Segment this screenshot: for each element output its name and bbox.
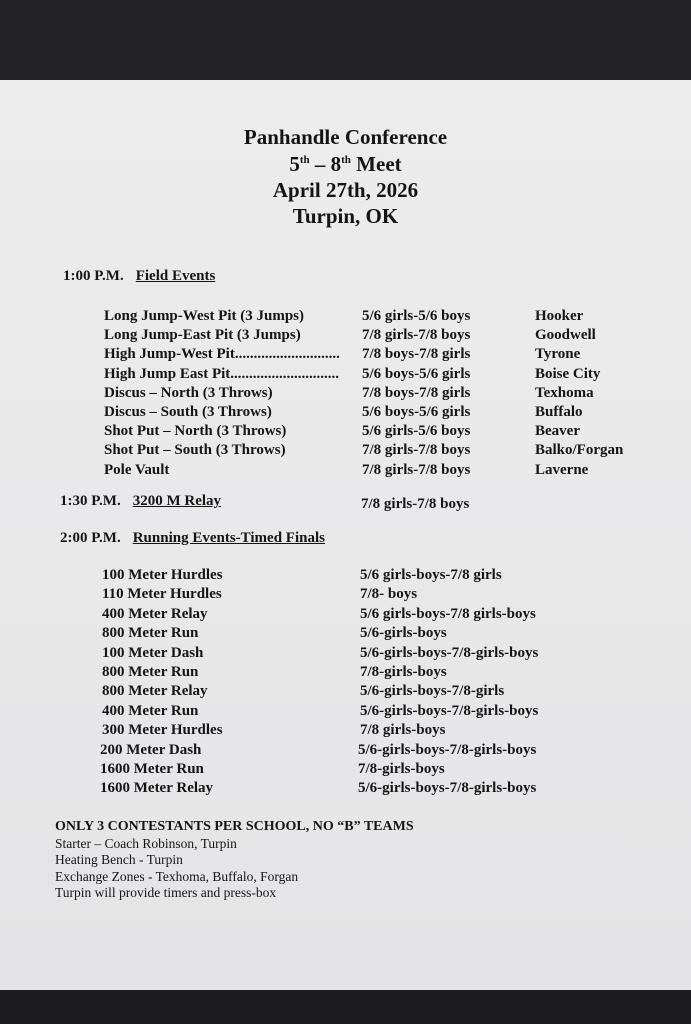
title-conference: Panhandle Conference bbox=[243, 125, 448, 149]
running-event-name: 1600 Meter Relay bbox=[100, 780, 214, 796]
notes-block bbox=[55, 819, 414, 902]
running-event-name: 1600 Meter Run bbox=[100, 761, 204, 777]
running-event-divisions: 7/8-girls-boys bbox=[360, 664, 447, 680]
running-event-divisions: 5/6-girls-boys-7/8-girls-boys bbox=[358, 742, 537, 758]
field-event-site: Goodwell bbox=[535, 327, 596, 343]
field-event-site: Beaver bbox=[535, 423, 580, 439]
running-event-divisions: 5/6-girls-boys-7/8-girls bbox=[360, 683, 505, 699]
running-event-divisions: 5/6-girls-boys-7/8-girls-boys bbox=[358, 780, 537, 796]
field-event-site: Boise City bbox=[535, 366, 601, 382]
running-event-divisions: 7/8-girls-boys bbox=[358, 761, 445, 777]
bottom-bar bbox=[0, 990, 691, 1024]
field-event-name: Pole Vault bbox=[104, 462, 170, 478]
field-title: Field Events bbox=[135, 268, 216, 284]
running-event-name: 110 Meter Hurdles bbox=[102, 586, 222, 602]
field-event-divisions: 5/6 boys-5/6 girls bbox=[362, 404, 471, 420]
field-event-divisions: 5/6 girls-5/6 boys bbox=[362, 423, 471, 439]
top-bar bbox=[0, 0, 691, 80]
title-date: April 27th, 2026 bbox=[272, 178, 419, 202]
running-event-divisions: 5/6 girls-boys-7/8 girls bbox=[360, 567, 502, 583]
field-event-divisions: 7/8 boys-7/8 girls bbox=[362, 385, 471, 401]
title-location: Turpin, OK bbox=[292, 204, 399, 228]
field-event-divisions: 5/6 girls-5/6 boys bbox=[362, 308, 471, 324]
field-event-name: Discus – South (3 Throws) bbox=[104, 404, 272, 420]
field-event-divisions: 7/8 boys-7/8 girls bbox=[362, 346, 471, 362]
notes-timers: Turpin will provide timers and press-box bbox=[55, 885, 277, 900]
running-event-name: 200 Meter Dash bbox=[100, 742, 202, 758]
running-event-name: 300 Meter Hurdles bbox=[102, 722, 223, 738]
running-time: 2:00 P.M. bbox=[60, 530, 121, 546]
running-event-name: 100 Meter Dash bbox=[102, 645, 204, 661]
running-event-divisions: 5/6-girls-boys-7/8-girls-boys bbox=[360, 645, 539, 661]
field-events-heading bbox=[63, 268, 215, 285]
relay-heading bbox=[60, 493, 221, 510]
field-time: 1:00 P.M. bbox=[63, 268, 124, 284]
title-meet: 5th – 8th Meet bbox=[289, 152, 402, 176]
field-event-divisions: 7/8 girls-7/8 boys bbox=[362, 462, 471, 478]
running-event-name: 400 Meter Relay bbox=[102, 606, 208, 622]
field-event-name: Shot Put – North (3 Throws) bbox=[104, 423, 287, 439]
running-event-divisions: 5/6 girls-boys-7/8 girls-boys bbox=[360, 606, 536, 622]
field-event-name: Long Jump-West Pit (3 Jumps) bbox=[104, 308, 305, 324]
field-event-site: Buffalo bbox=[535, 404, 583, 420]
running-events-heading bbox=[60, 530, 325, 547]
running-event-divisions: 7/8 girls-boys bbox=[360, 722, 446, 738]
field-event-name: High Jump East Pit............................. bbox=[104, 366, 340, 382]
field-event-divisions: 7/8 girls-7/8 boys bbox=[362, 442, 471, 458]
notes-exchange: Exchange Zones - Texhoma, Buffalo, Forgan bbox=[55, 868, 299, 884]
running-event-name: 100 Meter Hurdles bbox=[102, 567, 223, 583]
field-event-site: Laverne bbox=[535, 462, 589, 478]
notes-starter: Starter – Coach Robinson, Turpin bbox=[55, 835, 237, 851]
notes-heating: Heating Bench - Turpin bbox=[55, 852, 183, 867]
field-event-site: Tyrone bbox=[535, 346, 581, 362]
running-title: Running Events-Timed Finals bbox=[132, 530, 325, 546]
field-event-name: Discus – North (3 Throws) bbox=[104, 385, 273, 401]
notes-rule: ONLY 3 CONTESTANTS PER SCHOOL, NO “B” TEAMS bbox=[55, 819, 414, 834]
field-event-site: Texhoma bbox=[535, 385, 594, 401]
field-event-name: Shot Put – South (3 Throws) bbox=[104, 442, 286, 458]
field-event-divisions: 5/6 boys-5/6 girls bbox=[362, 366, 471, 382]
running-event-name: 800 Meter Run bbox=[102, 625, 199, 641]
field-event-divisions: 7/8 girls-7/8 boys bbox=[362, 327, 471, 343]
running-event-divisions: 7/8- boys bbox=[360, 586, 418, 602]
relay-divisions: 7/8 girls-7/8 boys bbox=[361, 496, 470, 512]
relay-time: 1:30 P.M. bbox=[60, 493, 121, 509]
field-event-name: High Jump-West Pit............................ bbox=[104, 346, 340, 362]
running-event-name: 400 Meter Run bbox=[102, 703, 199, 719]
running-event-divisions: 5/6-girls-boys-7/8-girls-boys bbox=[360, 703, 539, 719]
running-event-name: 800 Meter Relay bbox=[102, 683, 208, 699]
running-event-name: 800 Meter Run bbox=[102, 664, 199, 680]
field-event-site: Hooker bbox=[535, 308, 584, 324]
field-event-name: Long Jump-East Pit (3 Jumps) bbox=[104, 327, 301, 343]
relay-title: 3200 M Relay bbox=[132, 493, 222, 509]
running-event-divisions: 5/6-girls-boys bbox=[360, 625, 447, 641]
field-event-site: Balko/Forgan bbox=[535, 442, 624, 458]
